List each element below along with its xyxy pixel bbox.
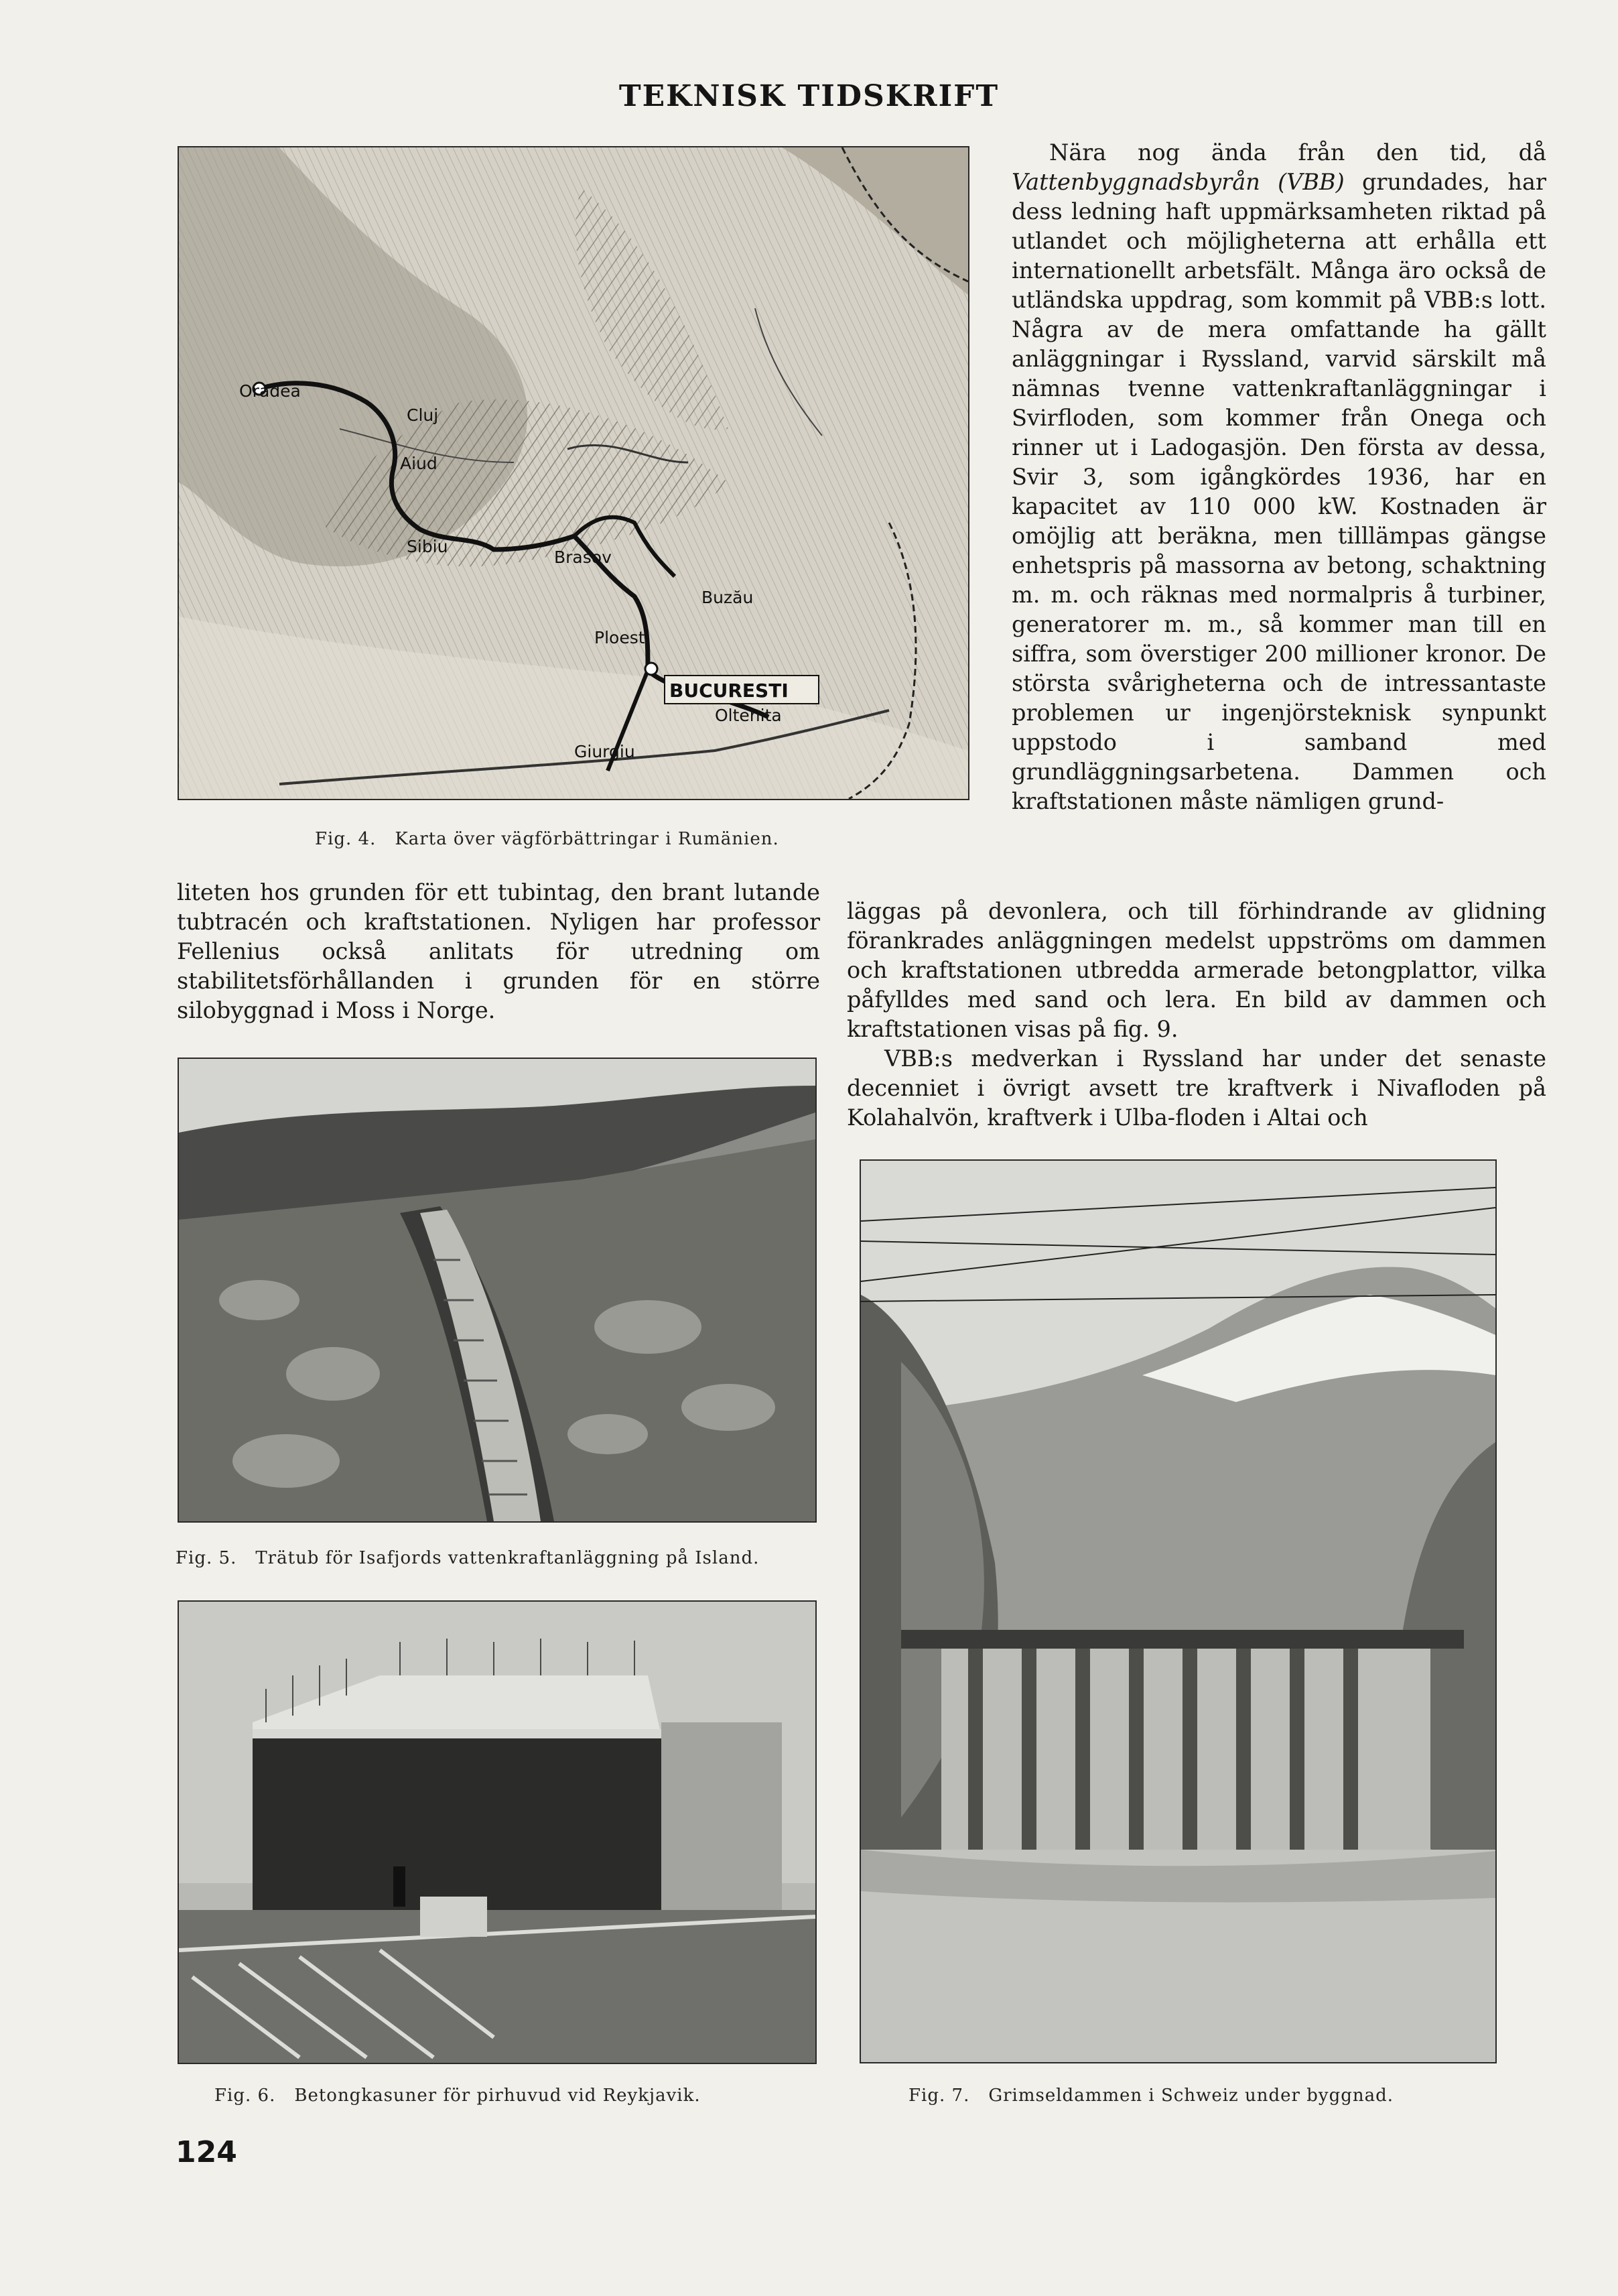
fig6-number: Fig. 6. bbox=[214, 2086, 276, 2106]
right-column-text bbox=[1012, 138, 1546, 816]
fig5-caption bbox=[176, 1548, 759, 1568]
place-aiud: Aiud bbox=[400, 454, 437, 473]
fig7-graphic bbox=[861, 1161, 1495, 2062]
fig5-number: Fig. 5. bbox=[176, 1548, 237, 1568]
place-oradea: Oradea bbox=[239, 381, 301, 401]
map-romania bbox=[178, 146, 969, 800]
p1-rest: grundades, har dess ledning haft uppmärksamheten riktad på utlandet och möjligheterna att erhålla ett internationellt arbetsfält. Många äro också de utländska uppdrag, som kommit på VBB:s lott. Några av de mera omfattande ha gällt anläggningar i Ryssland, varvid särskilt må nämnas tvenne vattenkraftanläggningar i Svirfloden, som kommer från Onega och rinner ut i Ladogasjön. Den första av dessa, Svir 3, som igångkördes 1936, har en kapacitet av 110 000 kW. Kostnaden är omöjlig att beräkna, men tilllämpas gängse enhetspris på massorna av betong, schaktning m. m. och räknas med normalpris å turbiner, generatorer m. m., så kommer man till en siffra, som överstiger 200 millioner kronor. De största svårigheterna och de intressantaste problemen ur ingenjörsteknisk synpunkt uppstodo i samband med grundläggningsarbetena. Dammen och kraftstationen måste nämligen grund- bbox=[1012, 169, 1546, 814]
place-brasov: Brasov bbox=[554, 548, 612, 567]
fig6-photo bbox=[178, 1600, 817, 2064]
fig5-caption-text: Trätub för Isafjords vattenkraftanläggning på Island. bbox=[255, 1548, 760, 1568]
p1-italic: Vattenbyggnadsbyrån (VBB) bbox=[1012, 169, 1345, 195]
fig7-caption-text: Grimseldammen i Schweiz under byggnad. bbox=[988, 2086, 1394, 2106]
left-paragraph: liteten hos grunden för ett tubintag, den brant lutande tubtracén och kraftstationen. Nyligen har professor Fellenius också anlitats för utredning om stabilitetsförhållanden i grunden för en större silobyggnad i Moss i Norge. bbox=[177, 879, 820, 1023]
fig7-number: Fig. 7. bbox=[908, 2086, 970, 2106]
fig6-caption bbox=[214, 2086, 701, 2106]
fig4-caption-text: Karta över vägförbättringar i Rumänien. bbox=[395, 829, 779, 849]
page-header: TEKNISK TIDSKRIFT bbox=[618, 79, 1000, 113]
fig4-caption bbox=[315, 829, 779, 849]
fig6-caption-text: Betongkasuner för pirhuvud vid Reykjavik. bbox=[294, 2086, 701, 2106]
left-column-text bbox=[177, 878, 820, 1025]
wide-column-text bbox=[847, 897, 1546, 1133]
right-paragraph-2: VBB:s medverkan i Ryssland har under det senaste decenniet i övrigt avsett tre kraftverk i Nivafloden på Kolahalvön, kraftverk i Ulba-floden i Altai och bbox=[847, 1045, 1546, 1131]
place-sibiu: Sibiu bbox=[407, 537, 448, 556]
place-bucuresti: BUCURESTI bbox=[669, 680, 789, 702]
place-buzau: Buzău bbox=[701, 588, 754, 607]
p1-start: Nära nog ända från den tid, då bbox=[1049, 139, 1546, 166]
fig7-caption bbox=[908, 2086, 1394, 2106]
fig7-photo bbox=[860, 1159, 1497, 2063]
place-cluj: Cluj bbox=[407, 405, 439, 425]
right-paragraph-1-continued: läggas på devonlera, och till förhindrande av glidning förankrades anläggningen medelst uppströms om dammen och kraftstationen utbredda armerade betongplattor, vilka påfylldes med sand och lera. En bild av dammen och kraftstationen visas på fig. 9. bbox=[847, 898, 1546, 1042]
place-ploesti: Ploesti bbox=[594, 628, 650, 647]
fig5-graphic bbox=[179, 1059, 815, 1521]
page-number: 124 bbox=[176, 2135, 237, 2169]
fig5-photo bbox=[178, 1058, 817, 1523]
place-giurgiu: Giurgiu bbox=[574, 742, 635, 761]
place-oltenita: Oltenita bbox=[715, 706, 782, 725]
right-paragraph-1 bbox=[1012, 138, 1546, 816]
fig6-graphic bbox=[179, 1602, 815, 2063]
fig4-number: Fig. 4. bbox=[315, 829, 377, 849]
map-graphic bbox=[179, 147, 968, 799]
